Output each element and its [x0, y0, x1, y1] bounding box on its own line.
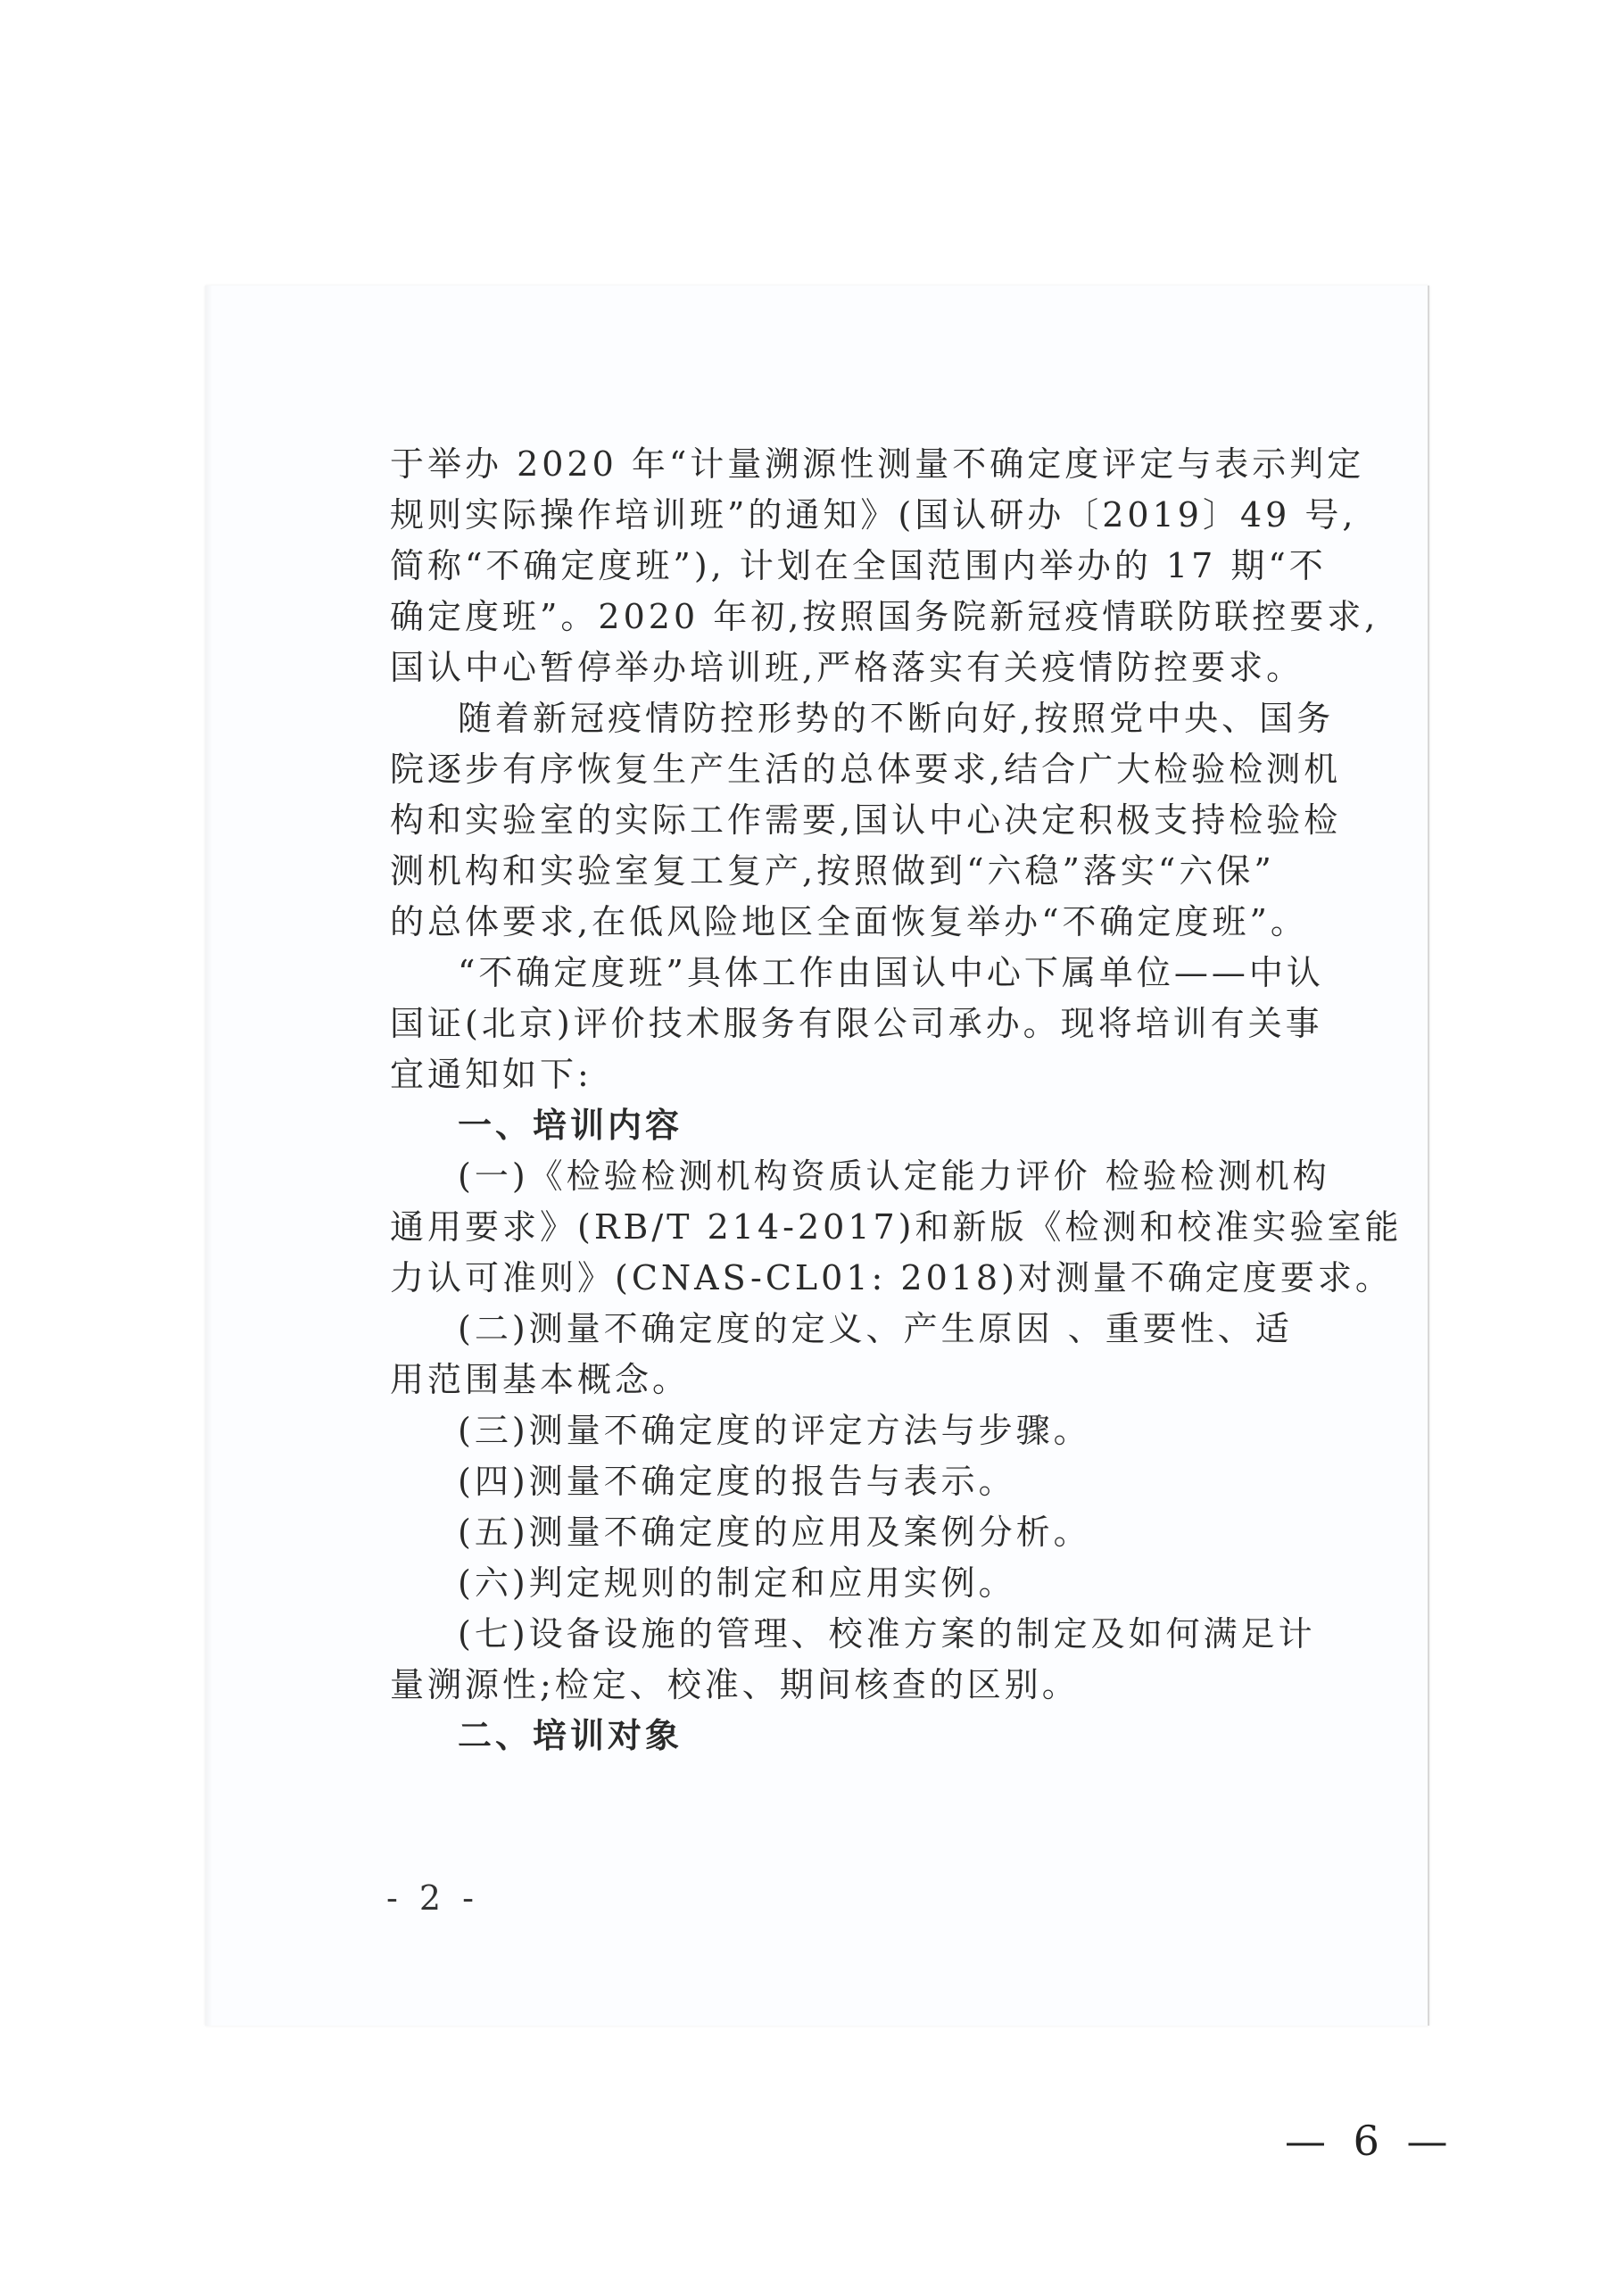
text-line: 通用要求》(RB/T 214-2017)和新版《检测和校准实验室能 [390, 1207, 1403, 1247]
paragraph-first-line: (一)《检验检测机构资质认定能力评价 检验检测机构 [458, 1156, 1330, 1196]
text-line: 规则实际操作培训班”的通知》(国认研办〔2019〕49 号, [390, 495, 1357, 535]
inner-page-number: - 2 - [386, 1878, 480, 1918]
text-line: 于举办 2020 年“计量溯源性测量不确定度评定与表示判定 [390, 444, 1365, 484]
text-line: 院逐步有序恢复生产生活的总体要求,结合广大检验检测机 [390, 750, 1342, 789]
text-line: 测机构和实验室复工复产,按照做到“六稳”落实“六保” [390, 851, 1275, 891]
section-heading: 二、培训对象 [458, 1716, 683, 1755]
text-line: 简称“不确定度班”), 计划在全国范围内举办的 17 期“不 [390, 546, 1327, 585]
text-line: 的总体要求,在低风险地区全面恢复举办“不确定度班”。 [390, 902, 1308, 941]
outer-page-number: — 6 — [1285, 2117, 1455, 2165]
paragraph-first-line: (二)测量不确定度的定义、产生原因 、重要性、适 [458, 1309, 1293, 1348]
section-heading: 一、培训内容 [458, 1106, 683, 1145]
paragraph-first-line: (六)判定规则的制定和应用实例。 [458, 1563, 1016, 1603]
text-line: 用范围基本概念。 [390, 1360, 691, 1399]
paragraph-first-line: (五)测量不确定度的应用及案例分析。 [458, 1513, 1091, 1552]
paragraph-first-line: (三)测量不确定度的评定方法与步骤。 [458, 1411, 1091, 1450]
text-line: 国认中心暂停举办培训班,严格落实有关疫情防控要求。 [390, 648, 1304, 687]
paragraph-first-line: (七)设备设施的管理、校准方案的制定及如何满足计 [458, 1614, 1316, 1654]
paragraph-first-line: 随着新冠疫情防控形势的不断向好,按照党中央、国务 [458, 699, 1335, 738]
text-line: 国证(北京)评价技术服务有限公司承办。现将培训有关事 [390, 1004, 1323, 1043]
text-line: 确定度班”。2020 年初,按照国务院新冠疫情联防联控要求, [390, 597, 1379, 636]
document-body [390, 439, 1403, 1761]
text-line: 构和实验室的实际工作需要,国认中心决定积极支持检验检 [390, 800, 1342, 840]
paragraph-first-line: (四)测量不确定度的报告与表示。 [458, 1462, 1016, 1501]
paragraph-first-line: “不确定度班”具体工作由国认中心下属单位——中认 [458, 953, 1324, 992]
text-line: 力认可准则》(CNAS-CL01: 2018)对测量不确定度要求。 [390, 1258, 1393, 1297]
text-line: 量溯源性;检定、校准、期间核查的区别。 [390, 1665, 1080, 1704]
text-line: 宜通知如下: [390, 1055, 592, 1094]
